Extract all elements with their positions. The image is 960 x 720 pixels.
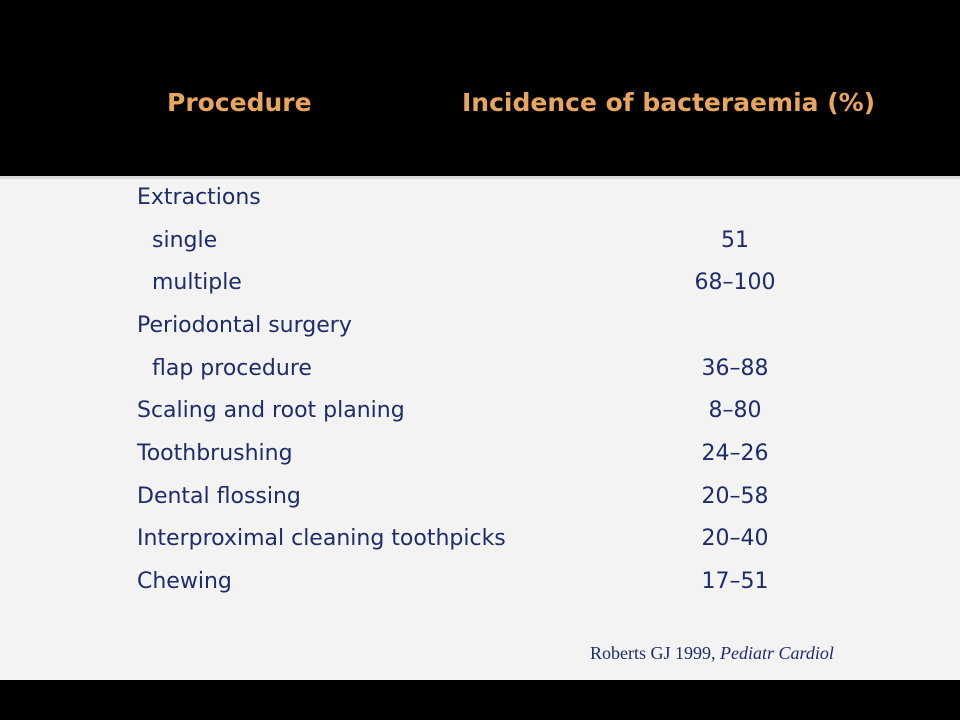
bottom-bar — [0, 680, 960, 720]
incidence-cell: 20–40 — [701, 526, 769, 551]
procedure-cell: flap procedure — [152, 356, 312, 381]
procedure-cell: Dental flossing — [137, 484, 301, 509]
table-row — [0, 526, 960, 566]
incidence-cell: 8–80 — [708, 398, 762, 423]
procedure-cell: Periodontal surgery — [137, 313, 352, 338]
table-row — [0, 270, 960, 310]
procedure-cell: multiple — [152, 270, 242, 295]
procedure-cell: Scaling and root planing — [137, 398, 405, 423]
table-row — [0, 441, 960, 481]
procedure-cell: Extractions — [137, 185, 261, 210]
table-row — [0, 398, 960, 438]
table-header — [0, 0, 960, 176]
citation-author-year: Roberts GJ 1999, — [590, 643, 720, 663]
incidence-cell: 20–58 — [701, 484, 769, 509]
table-row — [0, 228, 960, 268]
citation-journal: Pediatr Cardiol — [720, 643, 834, 663]
table-row — [0, 569, 960, 609]
procedure-cell: Toothbrushing — [137, 441, 293, 466]
incidence-column-header: Incidence of bacteraemia (%) — [462, 88, 876, 117]
incidence-cell: 17–51 — [701, 569, 769, 594]
table-row — [0, 313, 960, 353]
procedure-cell: Interproximal cleaning toothpicks — [137, 526, 506, 551]
table-row — [0, 484, 960, 524]
incidence-cell: 51 — [721, 228, 749, 253]
citation — [590, 643, 834, 664]
incidence-cell: 24–26 — [701, 441, 769, 466]
procedure-column-header: Procedure — [167, 88, 312, 117]
incidence-cell: 68–100 — [694, 270, 776, 295]
procedure-cell: Chewing — [137, 569, 232, 594]
table-row — [0, 356, 960, 396]
table-row — [0, 185, 960, 225]
procedure-cell: single — [152, 228, 218, 253]
incidence-cell: 36–88 — [701, 356, 769, 381]
